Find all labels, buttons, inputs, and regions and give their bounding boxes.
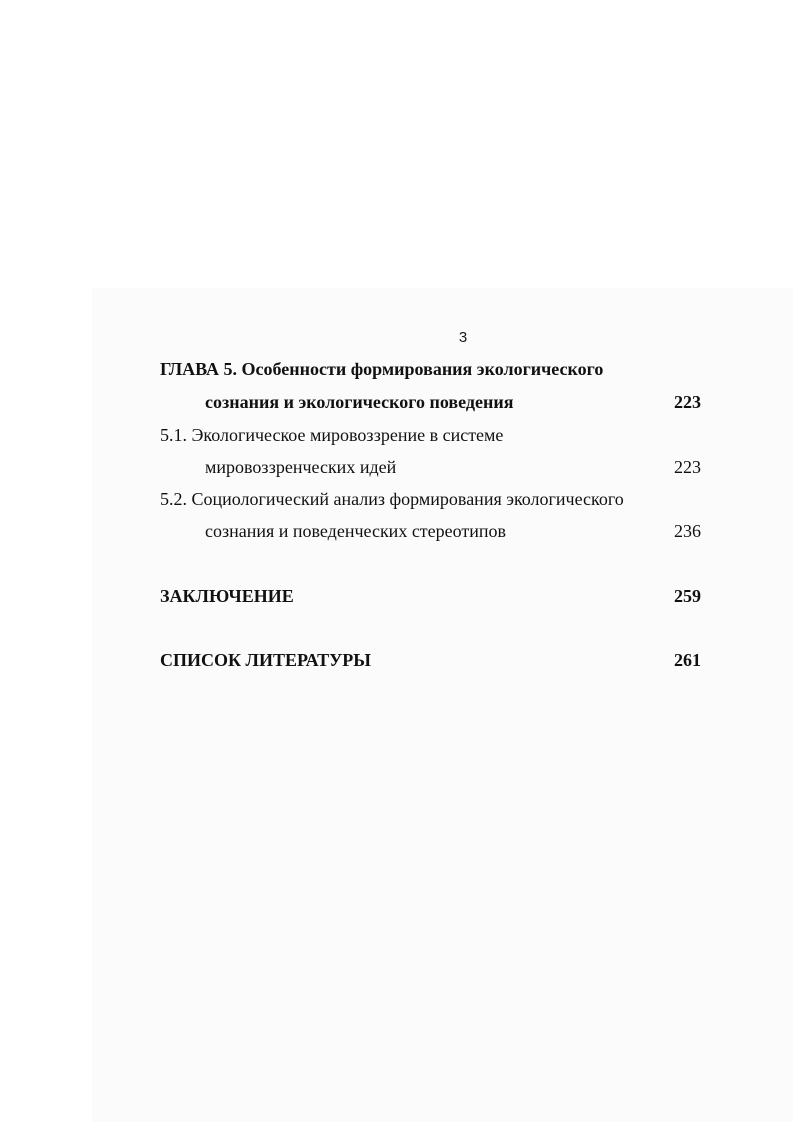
toc-section-5-2-line2: сознания и поведенческих стереотипов: [205, 521, 507, 541]
toc-section-5-2-page: 236: [674, 521, 701, 541]
scan-background: [92, 288, 793, 1122]
toc-conclusion-title: ЗАКЛЮЧЕНИЕ: [160, 586, 294, 606]
toc-chapter5-page: 223: [674, 392, 701, 412]
toc-chapter5-title-line1: ГЛАВА 5. Особенности формирования экологического: [160, 359, 604, 379]
toc-section-5-1-page: 223: [674, 457, 701, 477]
toc-references-title: СПИСОК ЛИТЕРАТУРЫ: [160, 650, 371, 670]
page-number: 3: [458, 329, 468, 346]
toc-section-5-2-line1: 5.2. Социологический анализ формирования экологического: [160, 489, 624, 509]
toc-chapter5-title-line2: сознания и экологического поведения: [205, 392, 514, 412]
toc-section-5-1-line2: мировоззренческих идей: [205, 457, 397, 477]
toc-conclusion-page: 259: [674, 586, 701, 606]
toc-section-5-1-line1: 5.1. Экологическое мировоззрение в системе: [160, 425, 504, 445]
toc-references-page: 261: [674, 650, 701, 670]
